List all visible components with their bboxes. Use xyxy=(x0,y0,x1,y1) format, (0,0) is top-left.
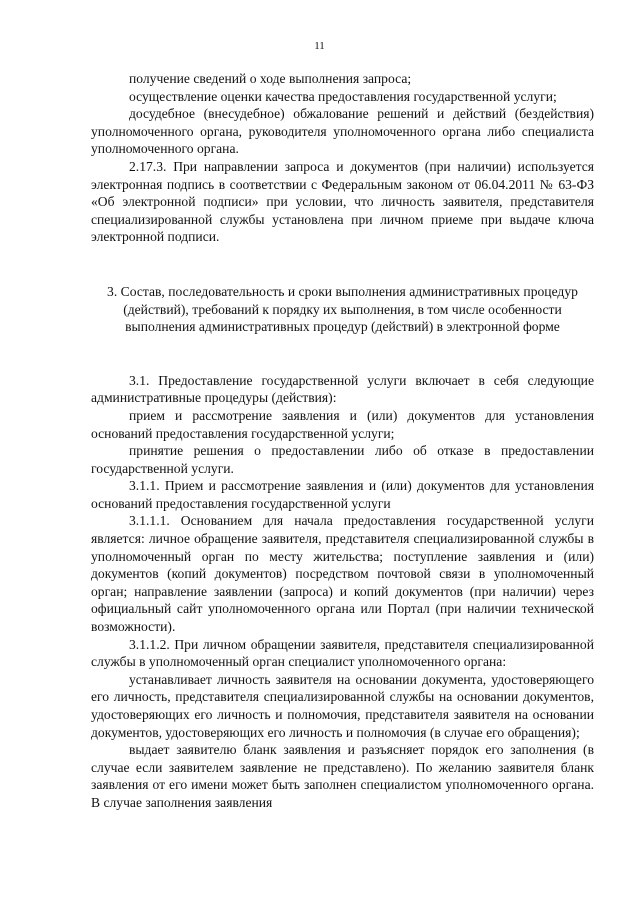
paragraph: 3.1. Предоставление государственной услуги включает в себя следующие административные процедуры (действия): xyxy=(91,372,594,406)
paragraph: прием и рассмотрение заявления и (или) документов для установления оснований предоставления государственной услуги; xyxy=(91,407,594,441)
paragraph: принятие решения о предоставлении либо об отказе в предоставлении государственной услуги. xyxy=(91,443,594,476)
paragraph: досудебное (внесудебное) обжалование решений и действий (бездействия) уполномоченного органа, руководителя уполномоченного органа либо специалиста уполномоченного органа. xyxy=(91,106,594,157)
paragraph: 3.1.1.1. Основанием для начала предоставления государственной услуги является: личное обращение заявителя, представителя специализированной службы в уполномоченный орган по месту жительства; поступление заявления и (или) документов (копий документов) посредством почтовой связи в уполномоченный орган; направление заявлении (запроса) и копий документов (при наличии) через официальный сайт уполномоченного органа или Портал (при наличии технической возможности). xyxy=(91,513,594,635)
paragraph: 3.1.1.2. При личном обращении заявителя, представителя специализированной службы в уполномоченный орган специалист уполномоченного органа: xyxy=(91,636,594,670)
paragraph: 3.1.1. Прием и рассмотрение заявления и (или) документов для установления оснований предоставления государственной услуги xyxy=(91,478,594,511)
section-heading: 3. Состав, последовательность и сроки выполнения административных процедур (действий), требований к порядку их выполнения, в том числе особенности выполнения административных процедур (действий) в электронной форме xyxy=(107,283,578,335)
paragraph: 2.17.3. При направлении запроса и документов (при наличии) используется электронная подпись в соответствии с Федеральным законом от 06.04.2011 № 63-ФЗ «Об электронной подписи» при условии, что личность заявителя, представителя специализированной службы установлена при личном приеме при выдаче ключа электронной подписи. xyxy=(91,158,594,245)
paragraph: получение сведений о ходе выполнения запроса; xyxy=(129,71,412,86)
paragraph: осуществление оценки качества предоставления государственной услуги; xyxy=(129,88,557,104)
paragraph: устанавливает личность заявителя на основании документа, удостоверяющего его личность, представителя специализированной службы на основании документов, удостоверяющих его личность и полномочия, представителя заявителя на основании документов, удостоверяющих его личность и полномочия (в случае его обращения); xyxy=(91,671,594,740)
page-number: 11 xyxy=(314,40,325,52)
document-body xyxy=(91,70,594,812)
paragraph: выдает заявителю бланк заявления и разъясняет порядок его заполнения (в случае если заявителем заявление не представлено). По желанию заявителя бланк заявления от его имени может быть заполнен специалистом уполномоченного органа. В случае заполнения заявления xyxy=(91,742,594,810)
